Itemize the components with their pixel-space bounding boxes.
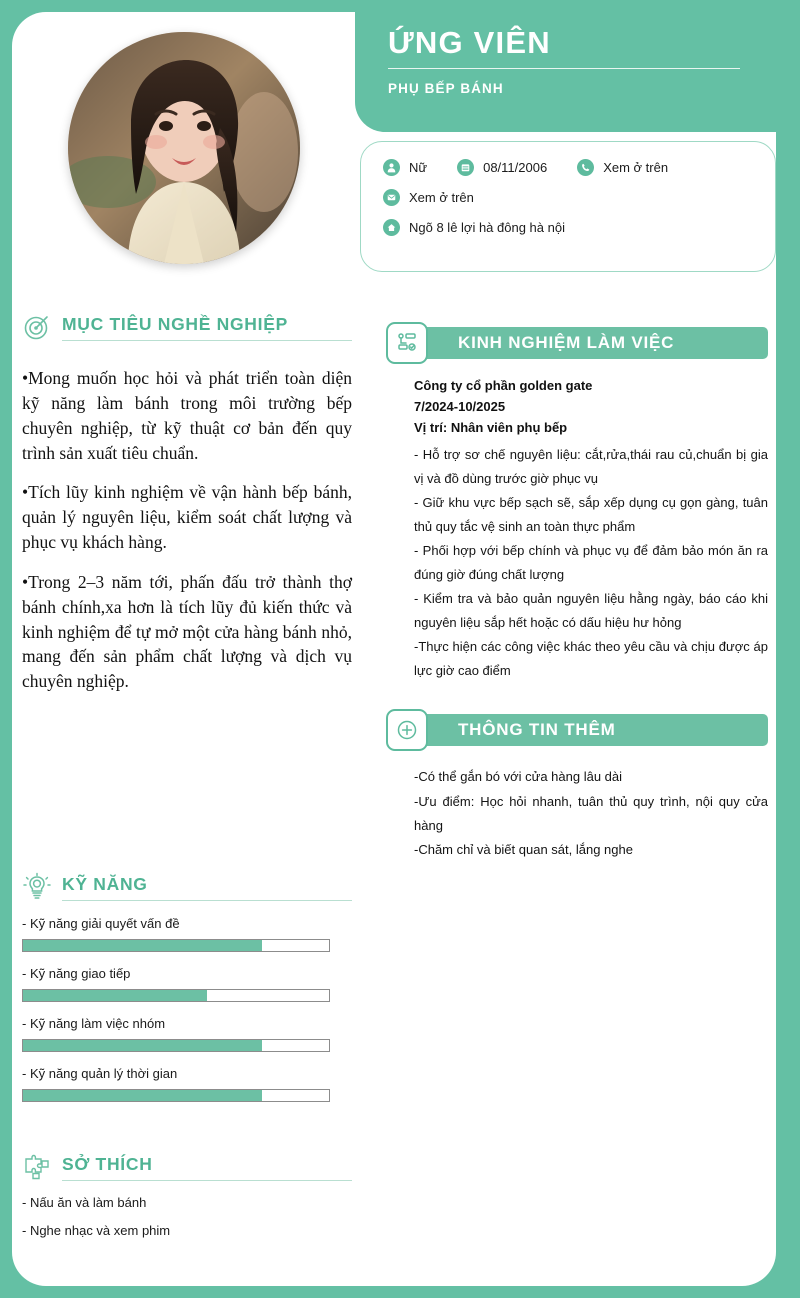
interests-list <box>22 1195 352 1238</box>
contact-address <box>383 219 565 236</box>
contact-row-1 <box>383 159 753 176</box>
employment-period: 7/2024-10/2025 <box>414 399 506 414</box>
skills-list <box>22 916 352 1102</box>
job-role-subtitle: PHỤ BẾP BÁNH <box>388 81 504 97</box>
experience-title: KINH NGHIỆM LÀM VIỆC <box>458 333 675 352</box>
interest-item: - Nghe nhạc và xem phim <box>22 1223 171 1238</box>
skill-item <box>22 916 352 952</box>
profile-photo <box>68 32 300 264</box>
additional-title-bar <box>416 714 768 746</box>
additional-badge <box>386 709 428 751</box>
contact-birthdate-value: 08/11/2006 <box>483 160 548 175</box>
skill-progress-fill <box>23 1040 262 1051</box>
objective-paragraph: •Mong muốn học hỏi và phát triển toàn diện kỹ năng làm bánh trong môi trường bếp chuyên nghiệp, từ kỹ thuật cơ bản đến quy trình sản xuất tiêu chuẩn. <box>22 368 352 463</box>
calendar-icon <box>457 159 474 176</box>
skill-progress-fill <box>23 990 207 1001</box>
experience-title-bar <box>416 327 768 359</box>
objective-header <box>22 312 352 342</box>
skills-section <box>22 872 352 1102</box>
contact-phone <box>577 159 668 176</box>
contact-gender-value: Nữ <box>409 160 428 175</box>
skill-progress-fill <box>23 940 262 951</box>
skills-title-wrap <box>62 874 352 901</box>
interests-header <box>22 1152 352 1182</box>
objective-title-wrap <box>62 314 352 341</box>
additional-item: -Có thể gắn bó với cửa hàng lâu dài <box>414 769 623 785</box>
contact-phone-value: Xem ở trên <box>603 160 669 175</box>
workflow-icon <box>395 331 419 355</box>
objective-body <box>22 366 352 694</box>
contact-info-box <box>360 141 776 272</box>
company-name: Công ty cổ phần golden gate <box>414 378 593 393</box>
skills-header <box>22 872 352 902</box>
contact-row-3 <box>383 219 753 236</box>
contact-email <box>383 189 474 206</box>
interests-section <box>22 1152 352 1238</box>
contact-email-value: Xem ở trên <box>409 190 474 205</box>
skill-item <box>22 1016 352 1052</box>
phone-icon <box>577 159 594 176</box>
experience-header <box>386 322 768 364</box>
interests-divider <box>62 1180 352 1181</box>
job-position: Vị trí: Nhân viên phụ bếp <box>414 420 568 435</box>
skill-progress-bar <box>22 939 330 952</box>
objective-divider <box>62 340 352 341</box>
interest-item: - Nấu ăn và làm bánh <box>22 1195 147 1210</box>
skill-label: - Kỹ năng giao tiếp <box>22 966 131 981</box>
header-divider <box>388 68 740 69</box>
skill-label: - Kỹ năng làm việc nhóm <box>22 1016 166 1031</box>
objective-paragraph: •Trong 2–3 năm tới, phấn đấu trở thành thợ bánh chính,xa hơn là tích lũy đủ kiến thức và kinh nghiệm để tự mở một cửa hàng bánh nhỏ, mang đến sản phẩm chất lượng và dịch vụ chuyên nghiệp. <box>22 571 352 692</box>
lightbulb-icon <box>22 872 52 902</box>
skill-label: - Kỹ năng quản lý thời gian <box>22 1066 178 1081</box>
puzzle-icon <box>22 1152 52 1182</box>
objective-section <box>22 312 352 694</box>
additional-list <box>414 765 768 861</box>
right-green-strip <box>788 0 800 1298</box>
experience-badge <box>386 322 428 364</box>
contact-gender <box>383 159 427 176</box>
duty-item: - Phối hợp với bếp chính và phục vụ để đảm bảo món ăn ra đúng giờ đúng chất lượng <box>414 543 768 583</box>
skills-divider <box>62 900 352 901</box>
additional-info-section <box>386 709 768 861</box>
duties-list <box>414 443 768 683</box>
page-title: ỨNG VIÊN <box>388 25 551 60</box>
plus-circle-icon <box>395 718 419 742</box>
duty-item: -Thực hiện các công việc khác theo yêu cầu và chịu được áp lực giờ cao điểm <box>414 639 768 679</box>
skill-item <box>22 966 352 1002</box>
additional-title: THÔNG TIN THÊM <box>458 720 616 740</box>
skill-progress-bar <box>22 1089 330 1102</box>
target-icon <box>22 312 52 342</box>
additional-item: -Chăm chỉ và biết quan sát, lắng nghe <box>414 841 633 857</box>
contact-birthdate <box>457 159 547 176</box>
right-column <box>386 322 768 862</box>
mail-icon <box>383 189 400 206</box>
duty-item: - Giữ khu vực bếp sạch sẽ, sắp xếp dụng cụ gọn gàng, tuân thủ quy tắc vệ sinh an toàn thực phẩm <box>414 495 768 535</box>
header-content <box>388 26 740 96</box>
skills-title: KỸ NĂNG <box>62 873 148 894</box>
duty-item: - Kiểm tra và bảo quản nguyên liệu hằng ngày, báo cáo khi nguyên liệu sắp hết hoặc có dấu hiệu hư hỏng <box>414 591 768 631</box>
right-green-strip-inner <box>776 132 788 1286</box>
skill-progress-bar <box>22 989 330 1002</box>
skill-progress-fill <box>23 1090 262 1101</box>
contact-address-value: Ngõ 8 lê lợi hà đông hà nội <box>409 220 565 235</box>
experience-section <box>386 322 768 683</box>
home-icon <box>383 219 400 236</box>
contact-row-2 <box>383 189 753 206</box>
skill-item <box>22 1066 352 1102</box>
interests-title-wrap <box>62 1154 352 1181</box>
additional-item: -Ưu điểm: Học hỏi nhanh, tuân thủ quy trình, nội quy cửa hàng <box>414 793 768 833</box>
objective-title: MỤC TIÊU NGHỀ NGHIỆP <box>62 313 288 334</box>
additional-header <box>386 709 768 751</box>
duty-item: - Hỗ trợ sơ chế nguyên liệu: cắt,rửa,thái rau củ,chuẩn bị gia vị và đồ dùng trước giờ phục vụ <box>414 447 768 487</box>
objective-paragraph: •Tích lũy kinh nghiệm về vận hành bếp bánh, quản lý nguyên liệu, kiểm soát chất lượng và phục vụ khách hàng. <box>22 482 352 553</box>
interests-title: SỞ THÍCH <box>62 1153 153 1174</box>
person-icon <box>383 159 400 176</box>
avatar <box>68 32 300 264</box>
header-banner <box>355 0 800 132</box>
skill-progress-bar <box>22 1039 330 1052</box>
skill-label: - Kỹ năng giải quyết vấn đề <box>22 916 180 931</box>
